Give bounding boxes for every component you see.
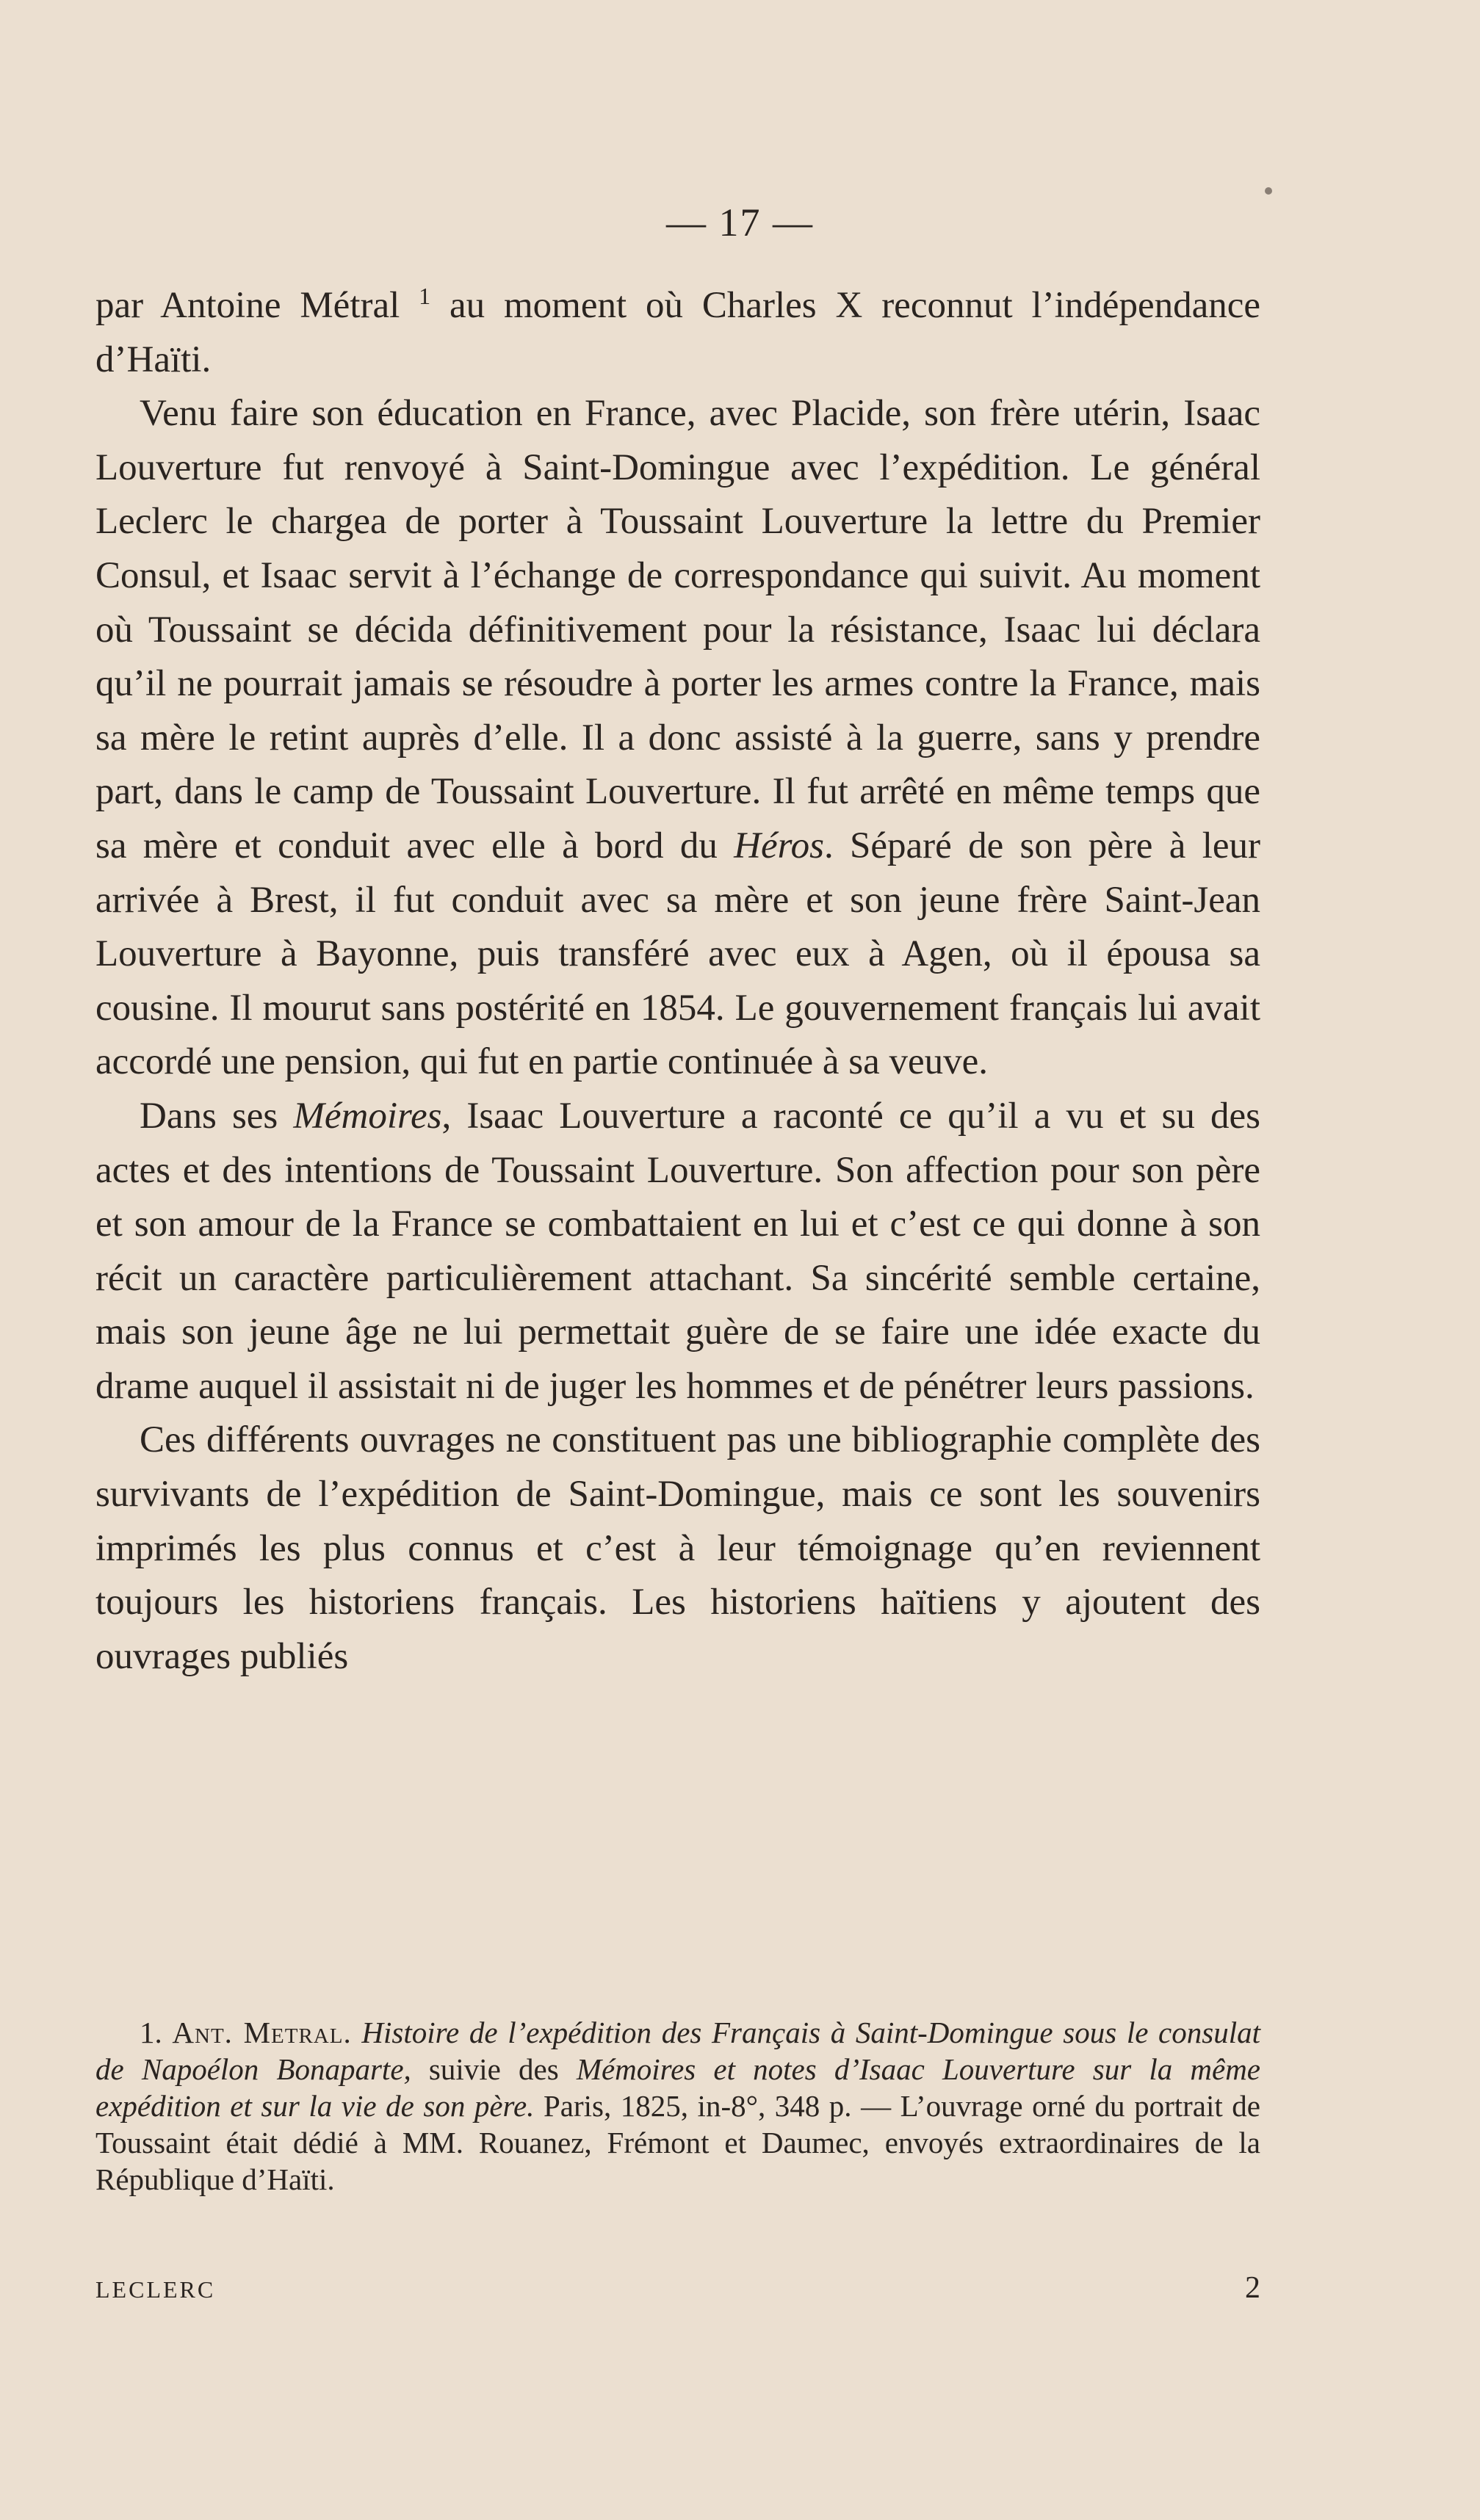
footnotes (95, 2014, 1260, 2198)
paragraph-text: au moment où Charles X reconnut l’indépendance d’Haïti. (95, 285, 1260, 380)
paragraph-text: , Isaac Louverture a raconté ce qu’il a vu et su des actes et des intentions de Toussaint Louverture. Son affection pour son père et son amour de la France se combattaient en lui et c’est ce qui donne à son récit un caractère particulièrement attachant. Sa sincérité semble certaine, mais son jeune âge ne lui permettait guère de se faire une idée exacte du drame auquel il assistait ni de juger les hommes et de pénétrer leurs passions. (95, 1095, 1260, 1407)
paragraph (95, 1413, 1260, 1684)
ink-speck (1265, 187, 1272, 195)
paragraph-continued (95, 279, 1260, 387)
page-number: — 17 — (666, 200, 814, 245)
paragraph-text: Dans ses (140, 1095, 294, 1137)
footnote (95, 2014, 1260, 2198)
work-title: Mémoires (293, 1095, 442, 1137)
footnote-title: Mémoires et notes d’Isaac Louverture sur la même expédition et sur la vie de son père. (95, 2052, 1260, 2123)
paragraph-text: Ces différents ouvrages ne constituent pas une bibliographie complète des survivants de l’expédition de Saint-Domingue, mais ce sont les souvenirs imprimés les plus connus et c’est à leur témoignage qu’en reviennent toujours les historiens français. Les historiens haïtiens y ajoutent des ouvrages publiés (95, 1419, 1260, 1677)
paragraph-text: par Antoine Métral (95, 285, 400, 326)
footnote-number: 1. (140, 2016, 173, 2049)
paragraph (95, 387, 1260, 1090)
ship-name: Héros (734, 825, 824, 866)
page-footer (95, 2271, 1260, 2305)
footnote-title: Histoire de l’expédition des Français à Saint-Domingue sous le consulat de Napoélon Bonaparte, (95, 2016, 1260, 2086)
footnote-reference: 1 (419, 283, 431, 309)
footnote-author: Ant. Metral. (172, 2016, 352, 2049)
footnote-text: Paris, 1825, in-8°, 348 p. — L’ouvrage orné du portrait de Toussaint était dédié à MM. Rouanez, Frémont et Daumec, envoyés extraordinaires de la République d’Haïti. (95, 2089, 1260, 2196)
paragraph-text: Venu faire son éducation en France, avec Placide, son frère utérin, Isaac Louverture fut renvoyé à Saint-Domingue avec l’expédition. Le général Leclerc le chargea de porter à Toussaint Louverture la lettre du Premier Consul, et Isaac servit à l’échange de correspondance qui suivit. Au moment où Toussaint se décida définitivement pour la résistance, Isaac lui déclara qu’il ne pourrait jamais se résoudre à porter les armes contre la France, mais sa mère le retint auprès d’elle. Il a donc assisté à la guerre, sans y prendre part, dans le camp de Toussaint Louverture. Il fut arrêté en même temps que sa mère et conduit avec elle à bord du (95, 393, 1260, 866)
footnote-text: suivie des (411, 2052, 577, 2086)
signature-number: 2 (1245, 2271, 1260, 2305)
signature-mark: LECLERC (95, 2276, 216, 2303)
body-text (95, 279, 1260, 1684)
paragraph (95, 1090, 1260, 1414)
paragraph-text: . Séparé de son père à leur arrivée à Brest, il fut conduit avec sa mère et son jeune frère Saint-Jean Louverture à Bayonne, puis transféré avec eux à Agen, où il épousa sa cousine. Il mourut sans postérité en 1854. Le gouvernement français lui avait accordé une pension, qui fut en partie continuée à sa veuve. (95, 825, 1260, 1083)
